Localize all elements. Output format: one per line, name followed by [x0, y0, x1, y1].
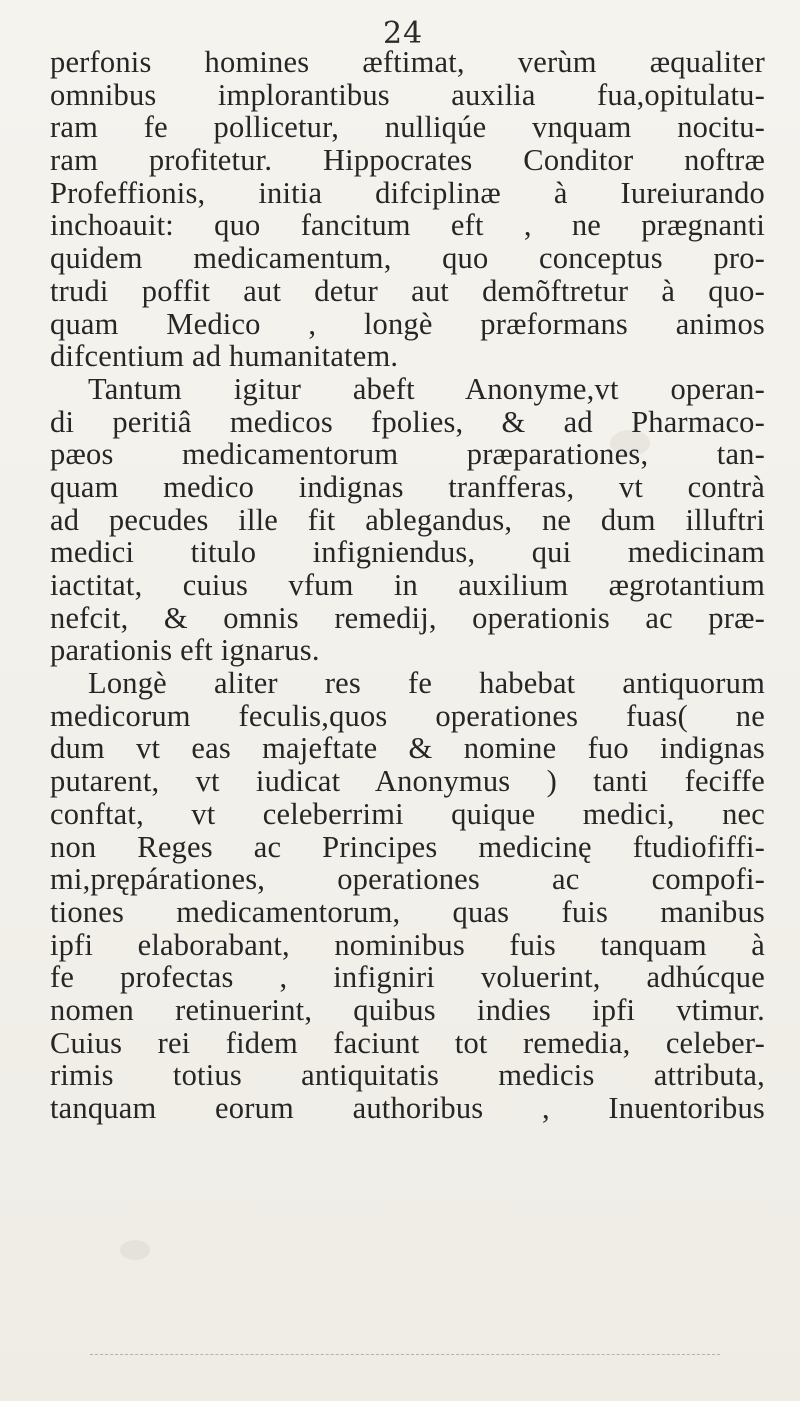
text-line: medicorum feculis,quos operationes fuas( ne [50, 698, 765, 733]
text-line: nefcit, & omnis remedij, operationis ac præ- [50, 600, 765, 635]
text-line: perfonis homines æftimat, verùm æqualiter [50, 45, 765, 79]
text-line: quam Medico , longè præformans animos [50, 306, 765, 341]
text-line: omnibus implorantibus auxilia fua,opitulatu- [50, 77, 765, 112]
paper-stain [120, 1240, 150, 1260]
text-line: pæos medicamentorum præparationes, tan- [50, 437, 765, 472]
text-line: inchoauit: quo fancitum eft , ne prægnanti [50, 208, 765, 243]
paragraph-start: Tantum igitur abeft Anonyme,vt operan- [88, 371, 765, 406]
text-line: ram profitetur. Hippocrates Conditor noftræ [50, 143, 765, 178]
body-text [50, 46, 765, 1125]
text-line: fe profectas , infigniri voluerint, adhúcque [50, 960, 765, 995]
text-line: non Reges ac Principes medicinę ftudiofiffi- [50, 829, 765, 864]
text-line: difcentium ad humanitatem. [50, 339, 399, 374]
paragraph-start: Longè aliter res fe habebat antiquorum [88, 666, 765, 701]
text-line: iactitat, cuius vfum in auxilium ægrotantium [50, 568, 765, 602]
text-line: trudi poffit aut detur aut demõftretur à quo- [50, 273, 765, 308]
text-line: mi,prępárationes, operationes ac compofi- [50, 862, 765, 897]
text-line: ipfi elaborabant, nominibus fuis tanquam à [50, 927, 765, 962]
text-line: quam medico indignas tranfferas, vt contrà [50, 469, 765, 504]
text-line: putarent, vt iudicat Anonymus ) tanti feciffe [50, 764, 765, 799]
page-number: 24 [383, 16, 424, 51]
text-line: rimis totius antiquitatis medicis attributa, [50, 1058, 765, 1093]
text-line: ram fe pollicetur, nulliqúe vnquam nocitu- [50, 110, 765, 145]
text-line: nomen retinuerint, quibus indies ipfi vtimur. [50, 992, 765, 1027]
bleed-through-marks [90, 1354, 720, 1356]
text-line: medici titulo infigniendus, qui medicinam [50, 535, 765, 570]
text-line: tiones medicamentorum, quas fuis manibus [50, 894, 765, 929]
text-line: parationis eft ignarus. [50, 633, 320, 668]
text-line: Profeffionis, initia difciplinæ à Iureiurando [50, 175, 765, 210]
text-line: di peritiâ medicos fpolies, & ad Pharmaco- [50, 404, 765, 439]
text-line: Cuius rei fidem faciunt tot remedia, celeber- [50, 1025, 765, 1060]
text-line: tanquam eorum authoribus , Inuentoribus [50, 1091, 765, 1125]
text-line: dum vt eas majeftate & nomine fuo indignas [50, 731, 765, 766]
text-line: ad pecudes ille fit ablegandus, ne dum illuftri [50, 502, 765, 537]
text-line: conftat, vt celeberrimi quique medici, nec [50, 796, 765, 831]
text-line: quidem medicamentum, quo conceptus pro- [50, 241, 765, 276]
